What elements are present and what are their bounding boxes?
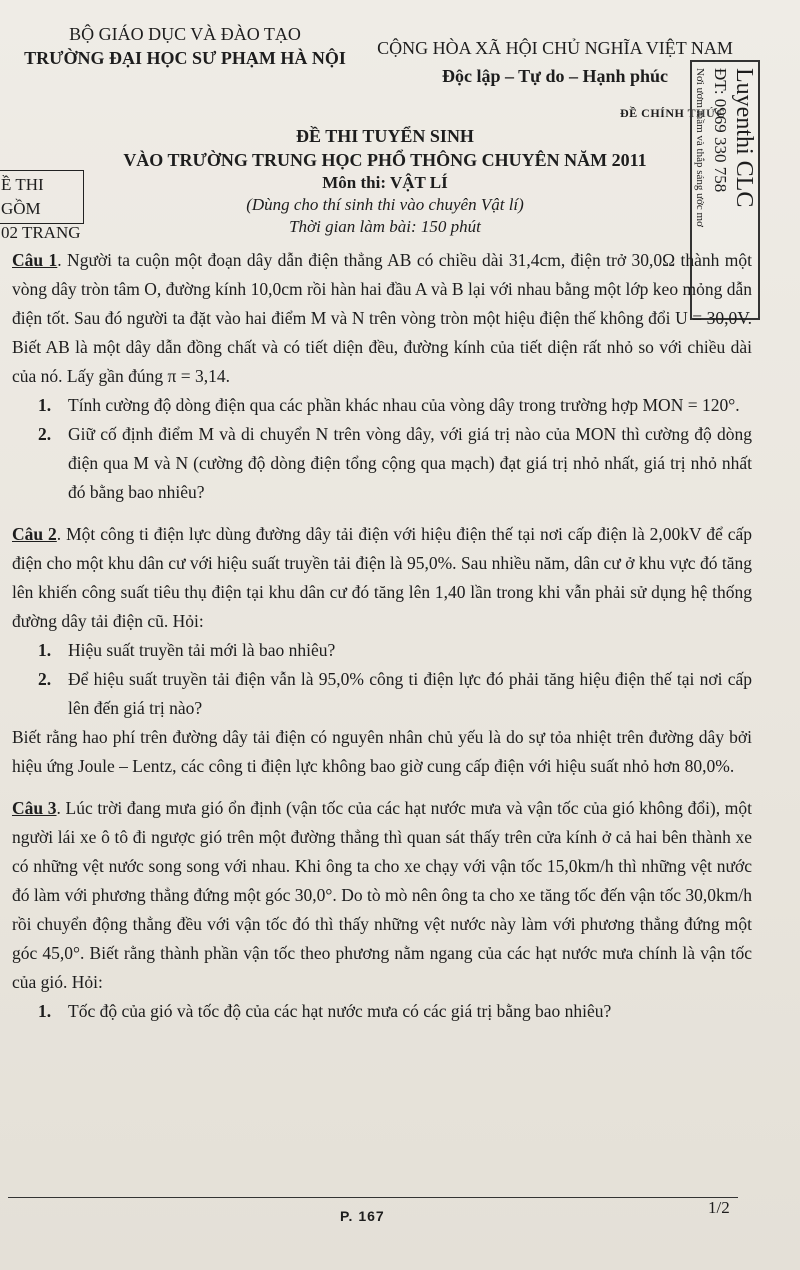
- candidate-note: (Dùng cho thí sinh thi vào chuyên Vật lí): [246, 195, 524, 214]
- question-2-stem: [12, 520, 752, 636]
- item-number: 2.: [38, 669, 52, 689]
- item-text: Tính cường độ dòng điện qua các phần khác nhau của vòng dây trong trường hợp MON = 120°.: [68, 395, 740, 415]
- question-2-item-1: [38, 636, 752, 665]
- question-1-items: [12, 391, 752, 507]
- ministry-name: BỘ GIÁO DỤC VÀ ĐÀO TẠO: [69, 24, 301, 44]
- stamp-slogan: Nơi ươm mầm và thắp sáng ước mơ: [694, 68, 706, 227]
- question-3-items: [12, 997, 752, 1026]
- page-count-box: [0, 170, 84, 242]
- question-2-items: [12, 636, 752, 723]
- question-2-note: Biết rằng hao phí trên đường dây tải điện có nguyên nhân chủ yếu là do sự tỏa nhiệt trên đường dây bởi hiệu ứng Joule – Lentz, các công ti điện lực không bao giờ cung cấp điện với hiệu suất nhỏ hơn 80,0%.: [12, 727, 752, 776]
- question-1-stem: [12, 246, 752, 391]
- university-name: TRƯỜNG ĐẠI HỌC SƯ PHẠM HÀ NỘI: [24, 48, 346, 68]
- question-3-stem: [12, 794, 752, 997]
- question-1-item-1: [38, 391, 752, 420]
- item-number: 1.: [38, 1001, 52, 1021]
- page-code: P. 167: [340, 1208, 385, 1224]
- title-line-2: VÀO TRƯỜNG TRUNG HỌC PHỔ THÔNG CHUYÊN NĂM 2011: [123, 150, 647, 170]
- question-3: [12, 794, 752, 1026]
- page-number: 1/2: [708, 1198, 730, 1217]
- question-2-text: . Một công ti điện lực dùng đường dây tải điện với hiệu điện thế tại nơi cấp điện là 2,00kV để cấp điện cho một khu dân cư với hiệu suất truyền tải điện là 95,0%. Sau nhiều năm, dân cư ở khu vực đó tăng lên khiến công suất tiêu thụ điện tại khu dân cư đó tăng lên 1,40 lần trong khi vẫn phải sử dụng hệ thống đường dây tải điện cũ. Hỏi:: [12, 524, 752, 631]
- question-3-text: . Lúc trời đang mưa gió ổn định (vận tốc của các hạt nước mưa và vận tốc của gió không đổi), một người lái xe ô tô đi ngược gió trên một đường thẳng thì quan sát thấy trên cửa kính ở cả hai bên thành xe có những vệt nước song song với nhau. Khi ông ta cho xe chạy với vận tốc 15,0km/h thì những vệt nước đó làm với phương thẳng đứng một góc 30,0°. Do tò mò nên ông ta cho xe tăng tốc đến vận tốc 30,0km/h rồi chuyển động thẳng đều với vận tốc đó thì thấy những vệt nước này làm với phương thẳng đứng một góc 45,0°. Biết rằng thành phần vận tốc theo phương nằm ngang của các hạt nước mưa chính là vận tốc của gió. Hỏi:: [12, 798, 753, 992]
- exam-title: [60, 124, 710, 238]
- header-left: [20, 22, 350, 70]
- item-number: 1.: [38, 640, 52, 660]
- item-text: Hiệu suất truyền tải mới là bao nhiêu?: [68, 640, 336, 660]
- header-right: [370, 34, 740, 90]
- official-label: ĐỀ CHÍNH THỨC: [620, 106, 726, 120]
- title-line-1: ĐỀ THI TUYỂN SINH: [296, 126, 474, 146]
- question-2: [12, 520, 752, 781]
- subject-line: Môn thi: VẬT LÍ: [322, 173, 448, 192]
- item-text: Để hiệu suất truyền tải điện vẫn là 95,0% công ti điện lực đó phải tăng hiệu điện thế tại nơi cấp lên đến giá trị nào?: [68, 669, 752, 718]
- question-1: [12, 246, 752, 507]
- question-1-item-2: [38, 420, 752, 507]
- duration-line: Thời gian làm bài: 150 phút: [289, 217, 481, 236]
- question-3-item-1: [38, 997, 752, 1026]
- item-text: Tốc độ của gió và tốc độ của các hạt nước mưa có các giá trị bằng bao nhiêu?: [68, 1001, 612, 1021]
- question-3-label: Câu 3: [12, 798, 57, 818]
- stamp-phone: ĐT: 0969 330 758: [711, 68, 730, 193]
- page-count-line-2: 02 TRANG: [1, 223, 81, 242]
- exam-content: [12, 246, 752, 1026]
- page-count-line-1: Ề THI GỒM: [1, 175, 44, 218]
- question-1-text: . Người ta cuộn một đoạn dây dẫn điện thẳng AB có chiều dài 31,4cm, điện trở 30,0Ω thành một vòng dây tròn tâm O, đường kính 10,0cm rồi hàn hai đầu A và B lại với nhau bằng một lớp keo mỏng dẫn điện tốt. Sau đó người ta đặt vào hai điểm M và N trên vòng tròn một hiệu điện thế không đổi U = 30,0V. Biết AB là một dây dẫn đồng chất và có tiết diện đều, đường kính của tiết diện rất nhỏ so với chiều dài của nó. Lấy gần đúng π = 3,14.: [12, 250, 753, 386]
- question-2-label: Câu 2: [12, 524, 57, 544]
- republic-name: CỘNG HÒA XÃ HỘI CHỦ NGHĨA VIỆT NAM: [377, 38, 733, 58]
- item-number: 2.: [38, 424, 52, 444]
- question-1-label: Câu 1: [12, 250, 58, 270]
- question-2-item-2: [38, 665, 752, 723]
- footer-divider: [8, 1197, 738, 1198]
- stamp-brand: Luyenthi CLC: [731, 68, 757, 208]
- item-text: Giữ cố định điểm M và di chuyển N trên vòng dây, với giá trị nào của MON thì cường độ dòng điện qua M và N (cường độ dòng điện tổng cộng qua mạch) đạt giá trị nhỏ nhất, giá trị nhỏ nhất đó bằng bao nhiêu?: [68, 424, 752, 502]
- item-number: 1.: [38, 395, 52, 415]
- national-motto: Độc lập – Tự do – Hạnh phúc: [441, 66, 669, 86]
